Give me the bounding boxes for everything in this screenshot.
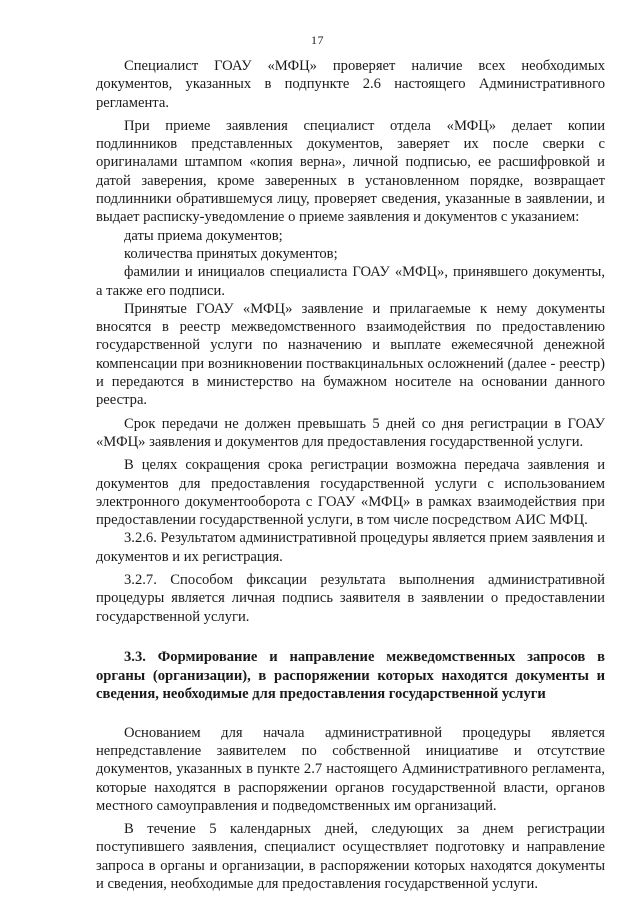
list-item: фамилии и инициалов специалиста ГОАУ «МФЦ», принявшего документы, а также его подписи. bbox=[96, 264, 605, 299]
list-item: даты приема документов; bbox=[124, 227, 283, 244]
paragraph: Срок передачи не должен превышать 5 дней со дня регистрации в ГОАУ «МФЦ» заявления и документов для предоставления государственной услуги. bbox=[96, 415, 605, 450]
paragraph: Принятые ГОАУ «МФЦ» заявление и прилагаемые к нему документы вносятся в реестр межведомственного взаимодействия по предоставлению государственной услуги по назначению и выплате ежемесячной денежной компенсации при возникновении поствакцинальных осложнений (далее - реестр) и передаются в министерство на бумажном носителе на основании данного реестра. bbox=[96, 300, 605, 409]
paragraph: В целях сокращения срока регистрации возможна передача заявления и документов для предоставления государственной услуги с использованием электронного документооборота с ГОАУ «МФЦ» в рамках взаимодействия при предоставлении государственной услуги, в том числе посредством АИС МФЦ. bbox=[96, 457, 605, 529]
paragraph: 3.2.6. Результатом административной процедуры является прием заявления и документов и их регистрация. bbox=[96, 530, 605, 565]
list-item: количества принятых документов; bbox=[124, 245, 338, 262]
document-body bbox=[96, 57, 605, 893]
paragraph: В течение 5 календарных дней, следующих за днем регистрации поступившего заявления, специалист осуществляет подготовку и направление запроса в органы и организации, в распоряжении которых находятся документы и сведения, необходимые для предоставления государственной услуги. bbox=[96, 821, 605, 893]
section-heading: 3.3. Формирование и направление межведомственных запросов в органы (организации), в распоряжении которых находятся документы и сведения, необходимые для предоставления государственной услуги bbox=[96, 648, 605, 703]
paragraph: 3.2.7. Способом фиксации результата выполнения административной процедуры является личная подпись заявителя в заявлении о предоставлении государственной услуги. bbox=[96, 572, 605, 625]
page-number: 17 bbox=[311, 33, 324, 47]
paragraph: При приеме заявления специалист отдела «МФЦ» делает копии подлинников представленных документов, заверяет их после сверки с оригиналами штампом «копия верна», личной подписью, ее расшифровкой и датой заверения, кроме заверенных в установленном порядке, возвращает подлинники обратившемуся лицу, проверяет сведения, указанные в заявлении, и выдает расписку-уведомление о приеме заявления и документов с указанием: bbox=[96, 117, 605, 226]
paragraph: Специалист ГОАУ «МФЦ» проверяет наличие всех необходимых документов, указанных в подпункте 2.6 настоящего Административного регламента. bbox=[96, 58, 605, 111]
paragraph: Основанием для начала административной процедуры является непредставление заявителем по собственной инициативе и отсутствие документов, указанных в пункте 2.7 настоящего Административного регламента, которые находятся в распоряжении органов государственной власти, органов местного самоуправления и подведомственных им организаций. bbox=[96, 724, 605, 814]
